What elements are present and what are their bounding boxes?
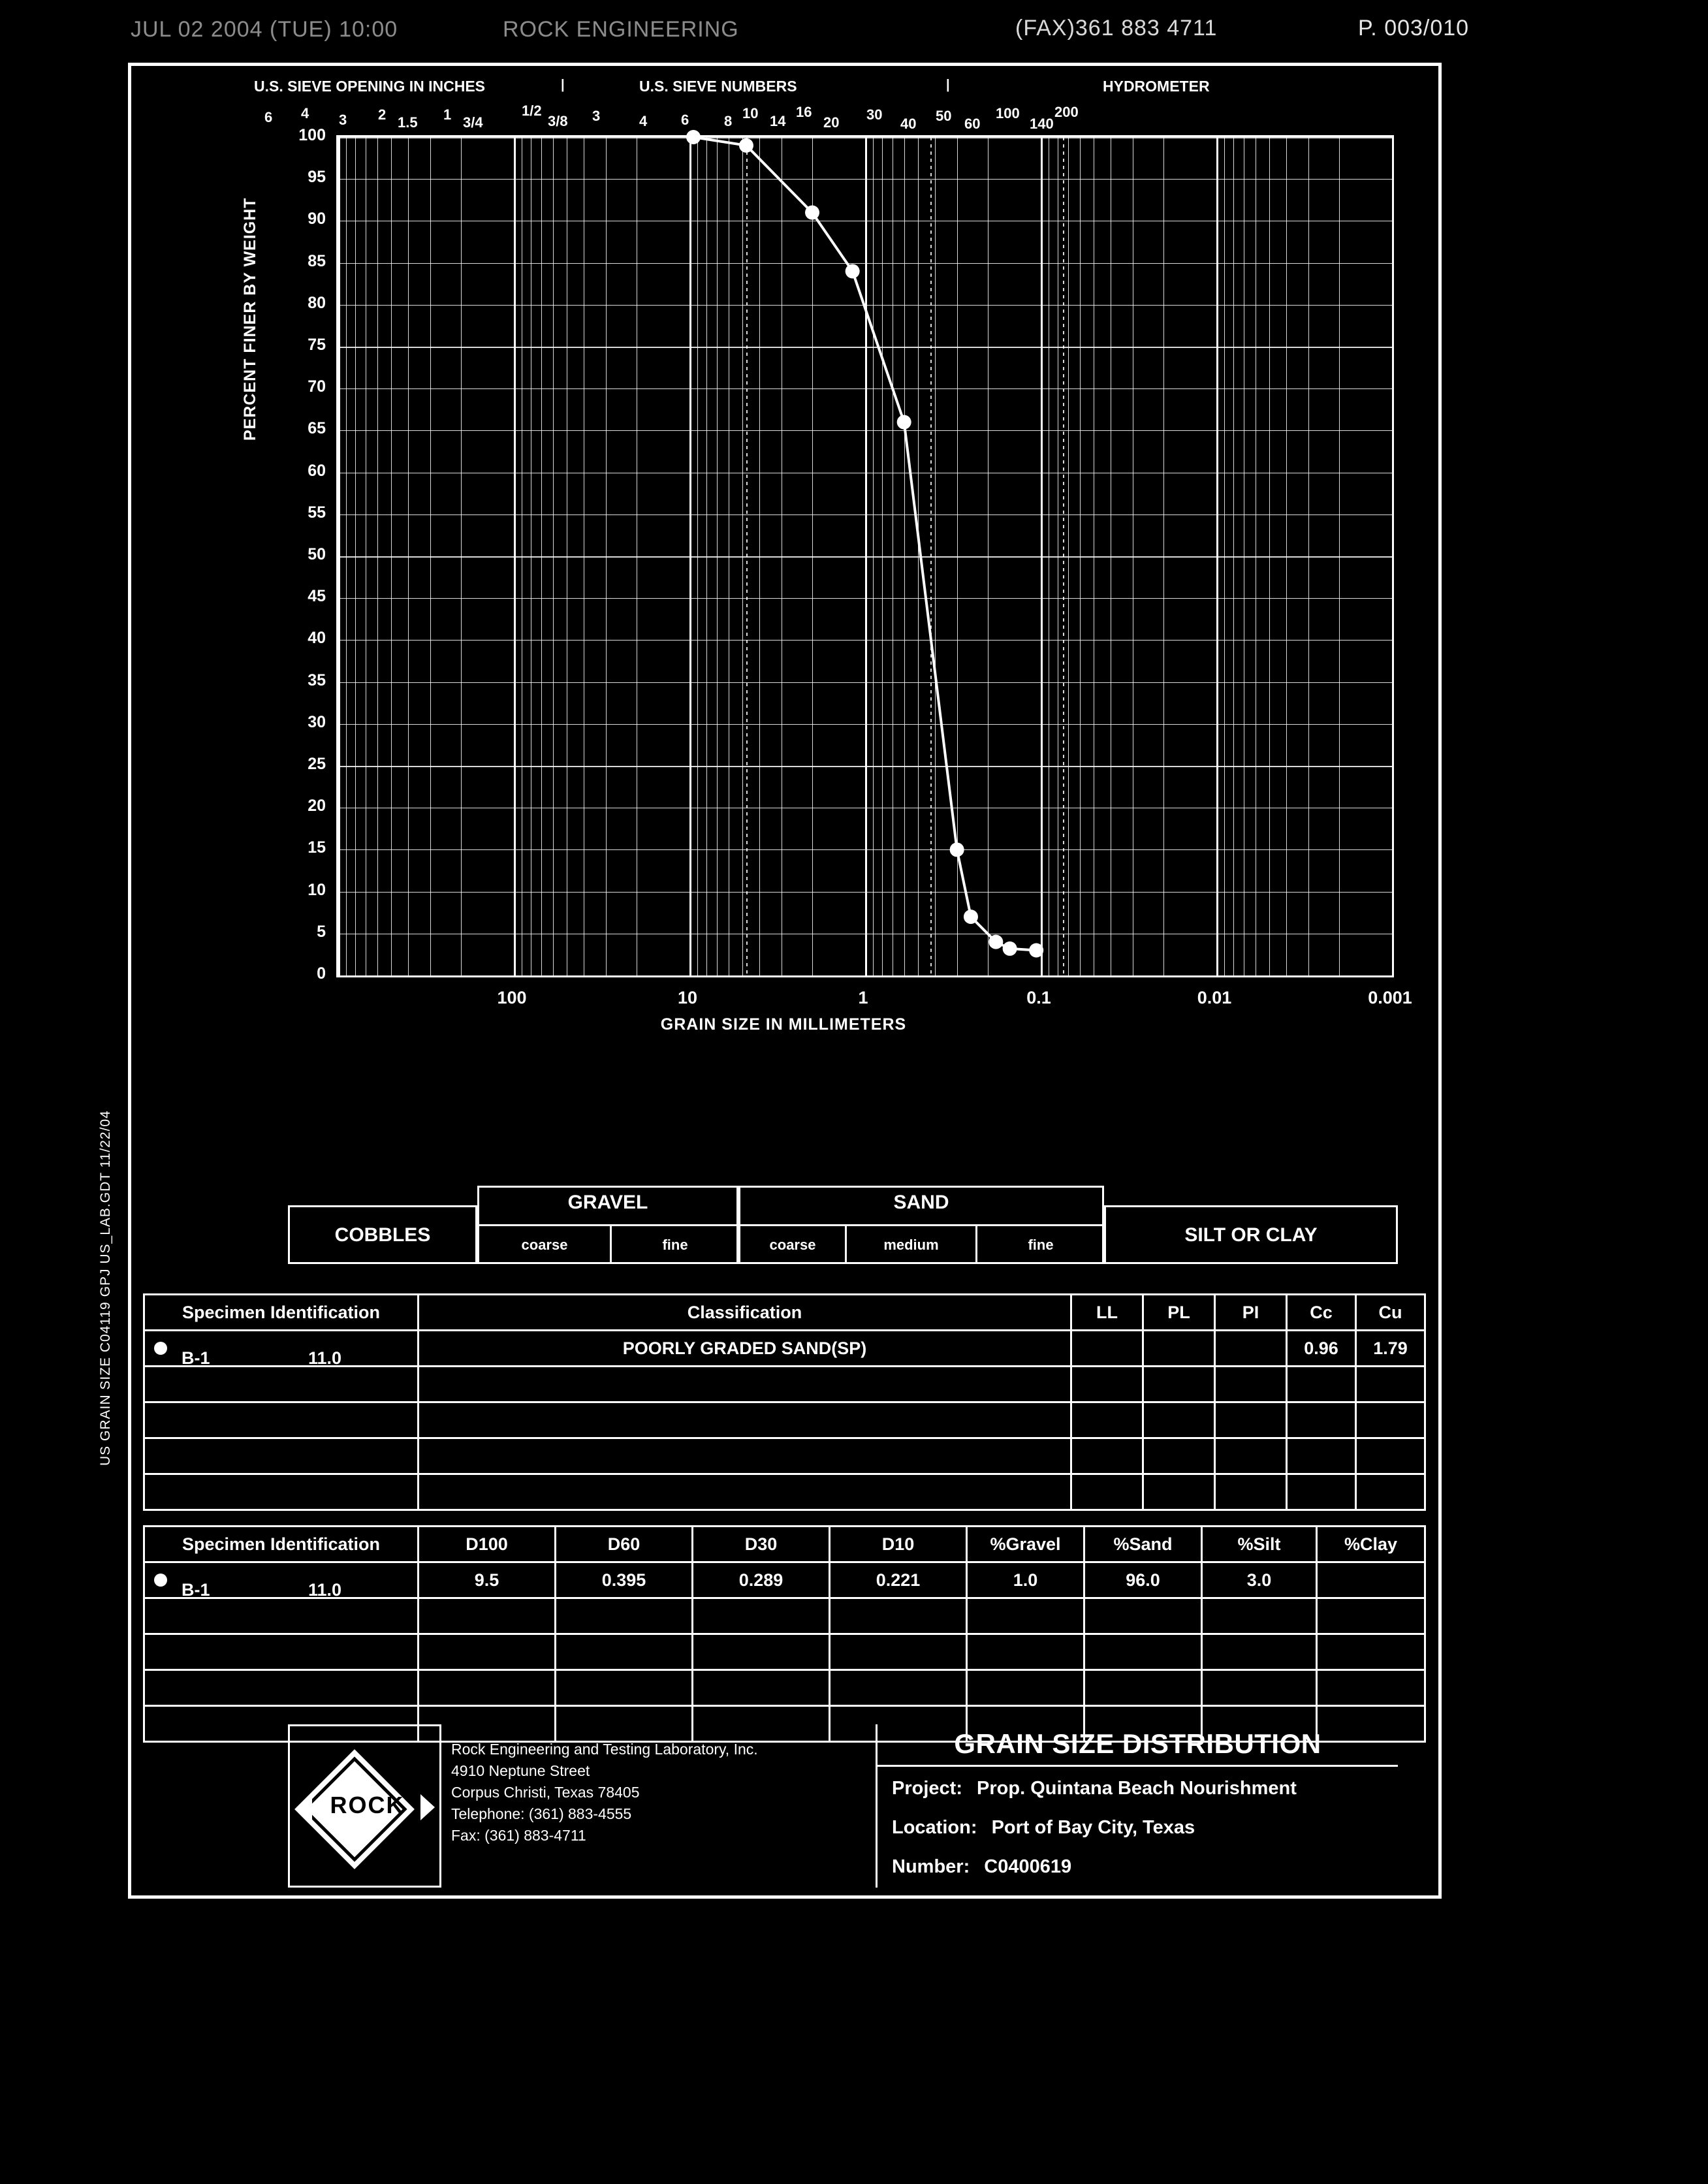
company-logo	[288, 1724, 441, 1888]
table-cell: 1.0	[967, 1562, 1084, 1598]
class-silt-clay-label: SILT OR CLAY	[1184, 1224, 1318, 1246]
x-tick-label: 10	[677, 988, 698, 1007]
sieve-tick: 4	[301, 105, 309, 121]
gradation-table-header	[144, 1527, 1425, 1562]
table-cell	[1143, 1438, 1215, 1474]
company-address	[451, 1724, 869, 1888]
company-name: Rock Engineering and Testing Laboratory, Inc.	[451, 1741, 758, 1758]
y-tick-label: 85	[308, 251, 326, 270]
table-row	[144, 1474, 1425, 1510]
col-ll: LL	[1071, 1295, 1143, 1331]
sieve-tick: 1.5	[398, 114, 418, 131]
table-cell	[1084, 1598, 1202, 1634]
col-pi: PI	[1215, 1295, 1287, 1331]
sieve-tick: 50	[936, 108, 952, 124]
class-gravel-fine: fine	[610, 1226, 738, 1264]
table-cell	[144, 1474, 419, 1510]
y-tick-label: 10	[308, 880, 326, 899]
data-point	[988, 935, 1003, 949]
company-fax: Fax: (361) 883-4711	[451, 1827, 586, 1844]
table-cell	[1287, 1438, 1356, 1474]
col-specimen: Specimen Identification	[144, 1527, 419, 1562]
table-cell	[419, 1634, 556, 1670]
table-cell	[419, 1402, 1071, 1438]
number-label: Number:	[892, 1856, 970, 1877]
y-tick-label: 55	[308, 503, 326, 522]
col-gravel: %Gravel	[967, 1527, 1084, 1562]
table-cell	[1287, 1402, 1356, 1438]
x-tick-label: 0.1	[1026, 988, 1051, 1007]
fax-header-page: P. 003/010	[1358, 16, 1470, 40]
table-cell	[693, 1634, 830, 1670]
class-sand-medium: medium	[845, 1226, 975, 1264]
top-axis-group-labels: U.S. SIEVE OPENING IN INCHES | U.S. SIEVE NUMBERS | HYDROMETER	[254, 78, 1210, 95]
table-row	[144, 1670, 1425, 1706]
soil-classification-bar	[288, 1186, 1398, 1264]
y-tick-label: 35	[308, 671, 326, 689]
arrow-left-icon	[298, 1794, 312, 1820]
data-point	[846, 264, 860, 278]
table-cell	[556, 1670, 693, 1706]
y-tick-label: 5	[317, 922, 326, 941]
table-cell	[419, 1367, 1071, 1402]
sieve-tick: 30	[866, 106, 883, 123]
table-cell	[830, 1598, 967, 1634]
table-row	[144, 1402, 1425, 1438]
report-info	[876, 1724, 1398, 1888]
sieve-tick: 16	[796, 104, 812, 120]
col-classification: Classification	[419, 1295, 1071, 1331]
table-cell	[1143, 1367, 1215, 1402]
table-cell: 9.5	[419, 1562, 556, 1598]
report-sheet	[128, 63, 1442, 1899]
y-tick-label: 30	[308, 712, 326, 731]
class-silt-clay	[1104, 1205, 1398, 1264]
sieve-tick-labels	[143, 97, 1424, 132]
y-tick-label: 95	[308, 168, 326, 187]
table-cell	[556, 1634, 693, 1670]
col-d10: D10	[830, 1527, 967, 1562]
table-cell	[1317, 1598, 1425, 1634]
y-tick-label: 90	[308, 210, 326, 229]
location-label: Location:	[892, 1817, 977, 1838]
logo-text: ROCK	[330, 1792, 405, 1818]
table-cell: 96.0	[1084, 1562, 1202, 1598]
location-row	[892, 1817, 1195, 1839]
table-cell	[144, 1562, 419, 1598]
table-row	[144, 1562, 1425, 1598]
sieve-tick: 8	[724, 113, 733, 129]
classification-table-header	[144, 1295, 1425, 1331]
col-sand: %Sand	[1084, 1527, 1202, 1562]
y-tick-label: 50	[308, 545, 326, 563]
sieve-tick: 60	[964, 116, 981, 132]
series-marker	[154, 1574, 167, 1587]
table-cell	[1215, 1367, 1287, 1402]
y-tick-label: 45	[308, 587, 326, 606]
fax-header-center: ROCK ENGINEERING	[503, 17, 739, 42]
col-cc: Cc	[1287, 1295, 1356, 1331]
specimen-id: B-1	[182, 1348, 210, 1368]
sieve-tick: 3/4	[463, 114, 483, 131]
fax-header-left: JUL 02 2004 (TUE) 10:00	[131, 17, 398, 42]
table-cell	[830, 1634, 967, 1670]
series-marker	[154, 1342, 167, 1355]
table-cell	[1084, 1634, 1202, 1670]
table-cell	[144, 1367, 419, 1402]
table-cell	[1317, 1670, 1425, 1706]
class-gravel-coarse: coarse	[521, 1237, 568, 1253]
company-address2: Corpus Christi, Texas 78405	[451, 1784, 640, 1801]
table-cell	[1215, 1474, 1287, 1510]
table-cell	[693, 1670, 830, 1706]
sieve-tick: 6	[681, 112, 689, 128]
col-d60: D60	[556, 1527, 693, 1562]
table-cell	[556, 1598, 693, 1634]
table-cell	[1071, 1474, 1143, 1510]
class-sand-fine: fine	[975, 1226, 1104, 1264]
class-gravel	[477, 1186, 738, 1264]
project-value: Prop. Quintana Beach Nourishment	[977, 1778, 1297, 1799]
table-cell	[1143, 1331, 1215, 1367]
number-value: C0400619	[984, 1856, 1072, 1877]
table-cell: 1.79	[1356, 1331, 1425, 1367]
table-cell	[144, 1634, 419, 1670]
table-cell	[1071, 1331, 1143, 1367]
x-tick-label: 0.001	[1368, 988, 1412, 1007]
table-row	[144, 1331, 1425, 1367]
sieve-tick: 1/2	[522, 103, 542, 119]
y-tick-label: 40	[308, 629, 326, 648]
y-tick-label: 0	[317, 964, 326, 983]
table-cell	[1202, 1598, 1317, 1634]
class-cobbles	[288, 1205, 477, 1264]
table-cell	[1287, 1367, 1356, 1402]
col-d100: D100	[419, 1527, 556, 1562]
col-cu: Cu	[1356, 1295, 1425, 1331]
y-tick-label: 25	[308, 755, 326, 773]
specimen-depth: 11.0	[308, 1580, 342, 1600]
table-cell	[419, 1474, 1071, 1510]
table-row	[144, 1634, 1425, 1670]
table-cell: 0.395	[556, 1562, 693, 1598]
y-axis-title: PERCENT FINER BY WEIGHT	[241, 197, 259, 441]
axis-group-hydrometer: HYDROMETER	[1103, 78, 1210, 95]
table-cell	[1356, 1402, 1425, 1438]
specimen-depth: 11.0	[308, 1348, 342, 1368]
project-row	[892, 1778, 1297, 1799]
y-tick-label: 70	[308, 377, 326, 396]
table-cell	[144, 1598, 419, 1634]
y-tick-label: 100	[298, 126, 326, 144]
table-cell	[967, 1598, 1084, 1634]
table-cell	[830, 1670, 967, 1706]
class-sand-label: SAND	[893, 1192, 949, 1213]
axis-group-sieve-numbers: U.S. SIEVE NUMBERS	[639, 78, 797, 95]
gradation-table	[143, 1525, 1426, 1743]
table-cell: 3.0	[1202, 1562, 1317, 1598]
table-cell	[1084, 1670, 1202, 1706]
sieve-tick: 140	[1030, 116, 1054, 132]
project-label: Project:	[892, 1778, 962, 1799]
table-cell: POORLY GRADED SAND(SP)	[419, 1331, 1071, 1367]
sieve-tick: 2	[378, 106, 387, 123]
table-cell	[419, 1598, 556, 1634]
table-cell	[1202, 1634, 1317, 1670]
sieve-tick: 3	[339, 112, 347, 128]
class-sand	[738, 1186, 1104, 1264]
table-cell: 0.289	[693, 1562, 830, 1598]
table-cell	[967, 1634, 1084, 1670]
sieve-tick: 200	[1054, 104, 1079, 120]
report-footer	[288, 1724, 1398, 1888]
table-cell	[144, 1438, 419, 1474]
sieve-tick: 40	[900, 116, 917, 132]
company-address1: 4910 Neptune Street	[451, 1762, 590, 1779]
table-cell	[1143, 1474, 1215, 1510]
table-cell	[419, 1670, 556, 1706]
y-tick-label: 80	[308, 293, 326, 312]
sieve-tick: 3	[592, 108, 601, 124]
location-value: Port of Bay City, Texas	[991, 1817, 1195, 1838]
y-tick-label: 15	[308, 838, 326, 857]
table-cell	[1317, 1634, 1425, 1670]
col-d30: D30	[693, 1527, 830, 1562]
table-cell: 0.96	[1287, 1331, 1356, 1367]
table-row	[144, 1438, 1425, 1474]
table-cell	[144, 1670, 419, 1706]
table-cell	[1215, 1402, 1287, 1438]
table-cell	[1071, 1367, 1143, 1402]
y-tick-label: 75	[308, 336, 326, 354]
sieve-tick: 10	[742, 105, 759, 121]
table-cell	[693, 1598, 830, 1634]
col-clay: %Clay	[1317, 1527, 1425, 1562]
sieve-tick: 4	[639, 113, 648, 129]
side-label: US GRAIN SIZE C04119 GPJ US_LAB.GDT 11/22/04	[98, 1110, 113, 1466]
classification-table	[143, 1293, 1426, 1511]
col-pl: PL	[1143, 1295, 1215, 1331]
fax-header	[0, 13, 1708, 52]
table-cell	[1356, 1438, 1425, 1474]
class-gravel-label: GRAVEL	[567, 1192, 648, 1213]
table-cell	[1071, 1402, 1143, 1438]
col-silt: %Silt	[1202, 1527, 1317, 1562]
x-tick-label: 0.01	[1197, 988, 1232, 1007]
table-cell	[1215, 1331, 1287, 1367]
table-cell	[1143, 1402, 1215, 1438]
table-cell	[1317, 1562, 1425, 1598]
table-cell: 0.221	[830, 1562, 967, 1598]
sieve-tick: 100	[996, 105, 1020, 121]
table-cell	[144, 1402, 419, 1438]
sieve-tick: 20	[823, 114, 840, 131]
table-cell	[967, 1670, 1084, 1706]
report-title: GRAIN SIZE DISTRIBUTION	[954, 1728, 1321, 1759]
table-cell	[419, 1438, 1071, 1474]
table-cell	[1356, 1367, 1425, 1402]
sieve-tick: 1	[443, 106, 452, 123]
x-tick-label: 1	[858, 988, 868, 1007]
y-tick-label: 65	[308, 419, 326, 438]
arrow-right-icon	[420, 1794, 435, 1820]
col-specimen: Specimen Identification	[144, 1295, 419, 1331]
table-cell	[144, 1331, 419, 1367]
table-cell	[1202, 1670, 1317, 1706]
class-cobbles-label: COBBLES	[334, 1224, 431, 1246]
table-row	[144, 1598, 1425, 1634]
y-tick-label: 60	[308, 461, 326, 480]
x-axis-title: GRAIN SIZE IN MILLIMETERS	[660, 1015, 907, 1034]
class-sand-coarse: coarse	[769, 1237, 816, 1253]
company-telephone: Telephone: (361) 883-4555	[451, 1805, 632, 1822]
fax-header-number: (FAX)361 883 4711	[1015, 16, 1218, 40]
data-point	[964, 910, 978, 924]
table-cell	[1287, 1474, 1356, 1510]
number-row	[892, 1856, 1071, 1878]
sieve-tick: 14	[770, 113, 786, 129]
sieve-tick: 3/8	[548, 113, 568, 129]
table-row	[144, 1367, 1425, 1402]
table-cell	[1071, 1438, 1143, 1474]
y-tick-label: 20	[308, 797, 326, 815]
table-cell	[1215, 1438, 1287, 1474]
plot-area	[336, 135, 1394, 977]
grain-size-chart	[143, 75, 1424, 1172]
axis-group-sieve-inches: U.S. SIEVE OPENING IN INCHES	[254, 78, 486, 95]
sieve-tick: 6	[264, 109, 273, 125]
x-tick-label: 100	[497, 988, 527, 1007]
table-cell	[1356, 1474, 1425, 1510]
data-point	[1003, 942, 1017, 956]
specimen-id: B-1	[182, 1580, 210, 1600]
